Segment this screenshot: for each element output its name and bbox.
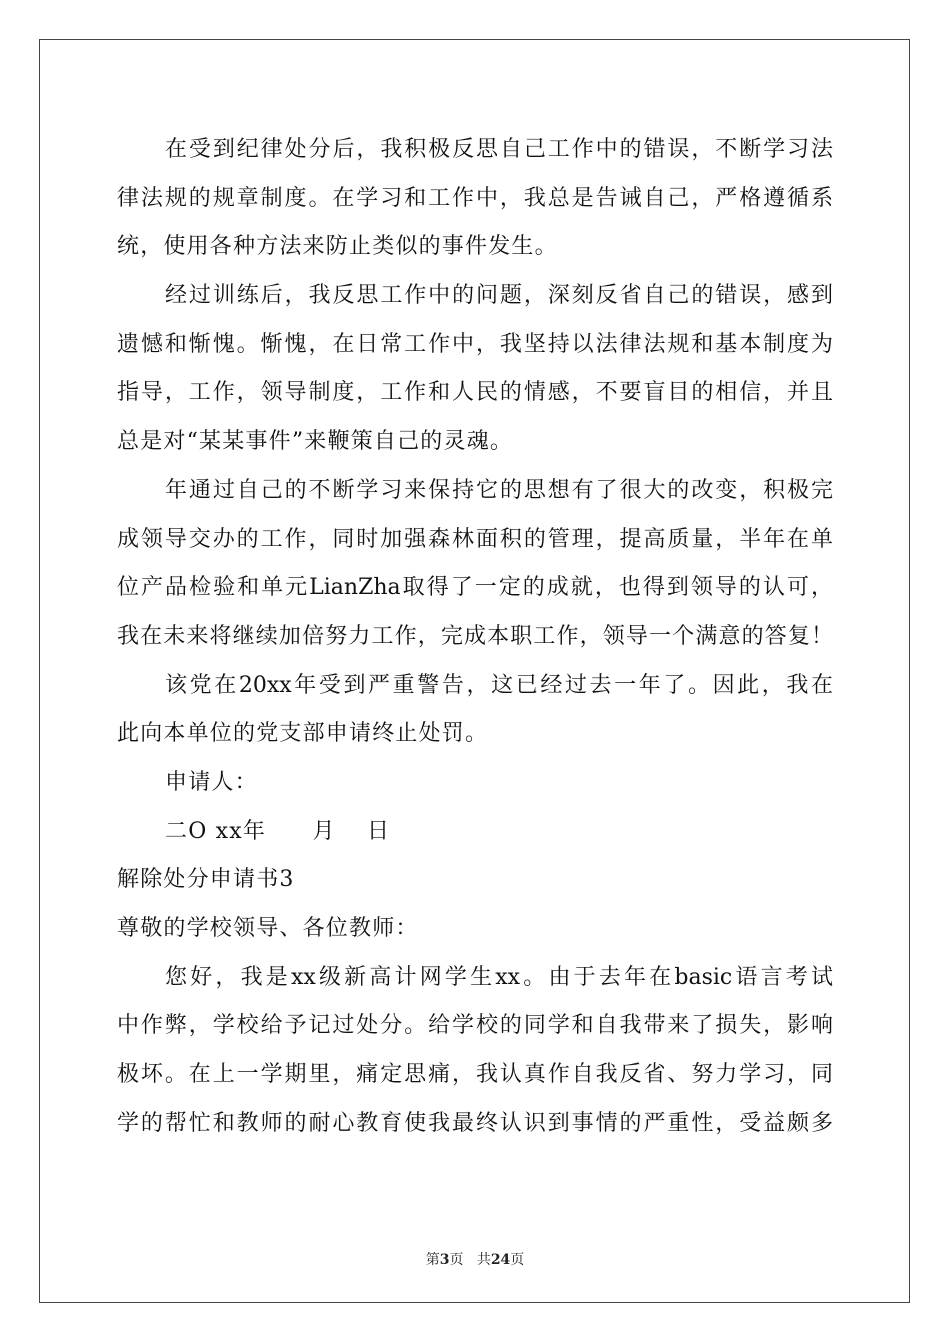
page-prefix: 第 — [425, 1252, 440, 1268]
paragraph-line: 总是对“某某事件”来鞭策自己的灵魂。 — [117, 429, 514, 455]
page-footer — [0, 1249, 950, 1269]
paragraph-line: 极坏。在上一学期里，痛定思痛，我认真作自我反省、努力学习，同 — [117, 1062, 833, 1088]
page-suffix: 页 — [449, 1252, 464, 1268]
total-prefix: 共 — [476, 1252, 491, 1268]
paragraph-line: 在受到纪律处分后，我积极反思自己工作中的错误，不断学习法 — [165, 137, 833, 162]
paragraph-line: 遗憾和惭愧。惭愧，在日常工作中，我坚持以法律法规和基本制度为 — [117, 331, 833, 357]
paragraph-line: 我在未来将继续加倍努力工作，完成本职工作，领导一个满意的答复！ — [117, 623, 833, 649]
page-number: 3 — [439, 1252, 450, 1268]
total-pages: 24 — [490, 1252, 511, 1268]
paragraph-line: 成领导交办的工作，同时加强森林面积的管理，提高质量，半年在单 — [117, 526, 833, 552]
total-suffix: 页 — [510, 1252, 525, 1268]
document-body — [117, 126, 833, 1148]
salutation: 尊敬的学校领导、各位教师： — [117, 916, 419, 941]
paragraph-line: 学的帮忙和教师的耐心教育使我最终认识到事情的严重性，受益颇多 — [117, 1110, 833, 1136]
paragraph-line: 年通过自己的不断学习来保持它的思想有了很大的改变，积极完 — [165, 477, 833, 503]
applicant-label: 申请人： — [165, 769, 258, 795]
paragraph-line: 此向本单位的党支部申请终止处罚。 — [117, 721, 489, 747]
paragraph-line: 律法规的规章制度。在学习和工作中，我总是告诫自己，严格遵循系 — [117, 185, 833, 211]
section-title: 解除处分申请书3 — [117, 867, 295, 893]
paragraph-line: 位产品检验和单元LianZha取得了一定的成就，也得到领导的认可， — [117, 575, 833, 601]
paragraph-line: 统，使用各种方法来防止类似的事件发生。 — [117, 234, 558, 260]
paragraph-line: 经过训练后，我反思工作中的问题，深刻反省自己的错误，感到 — [165, 283, 833, 309]
paragraph-line: 该党在20xx年受到严重警告，这已经过去一年了。因此，我在 — [165, 672, 833, 698]
paragraph-line: 您好，我是xx级新高计网学生xx。由于去年在basic语言考试 — [165, 964, 833, 990]
paragraph-line: 中作弊，学校给予记过处分。给学校的同学和自我带来了损失，影响 — [117, 1013, 833, 1039]
date-line: 二O xx年 月 日 — [165, 818, 391, 844]
paragraph-line: 指导，工作，领导制度，工作和人民的情感，不要盲目的相信，并且 — [117, 380, 833, 406]
